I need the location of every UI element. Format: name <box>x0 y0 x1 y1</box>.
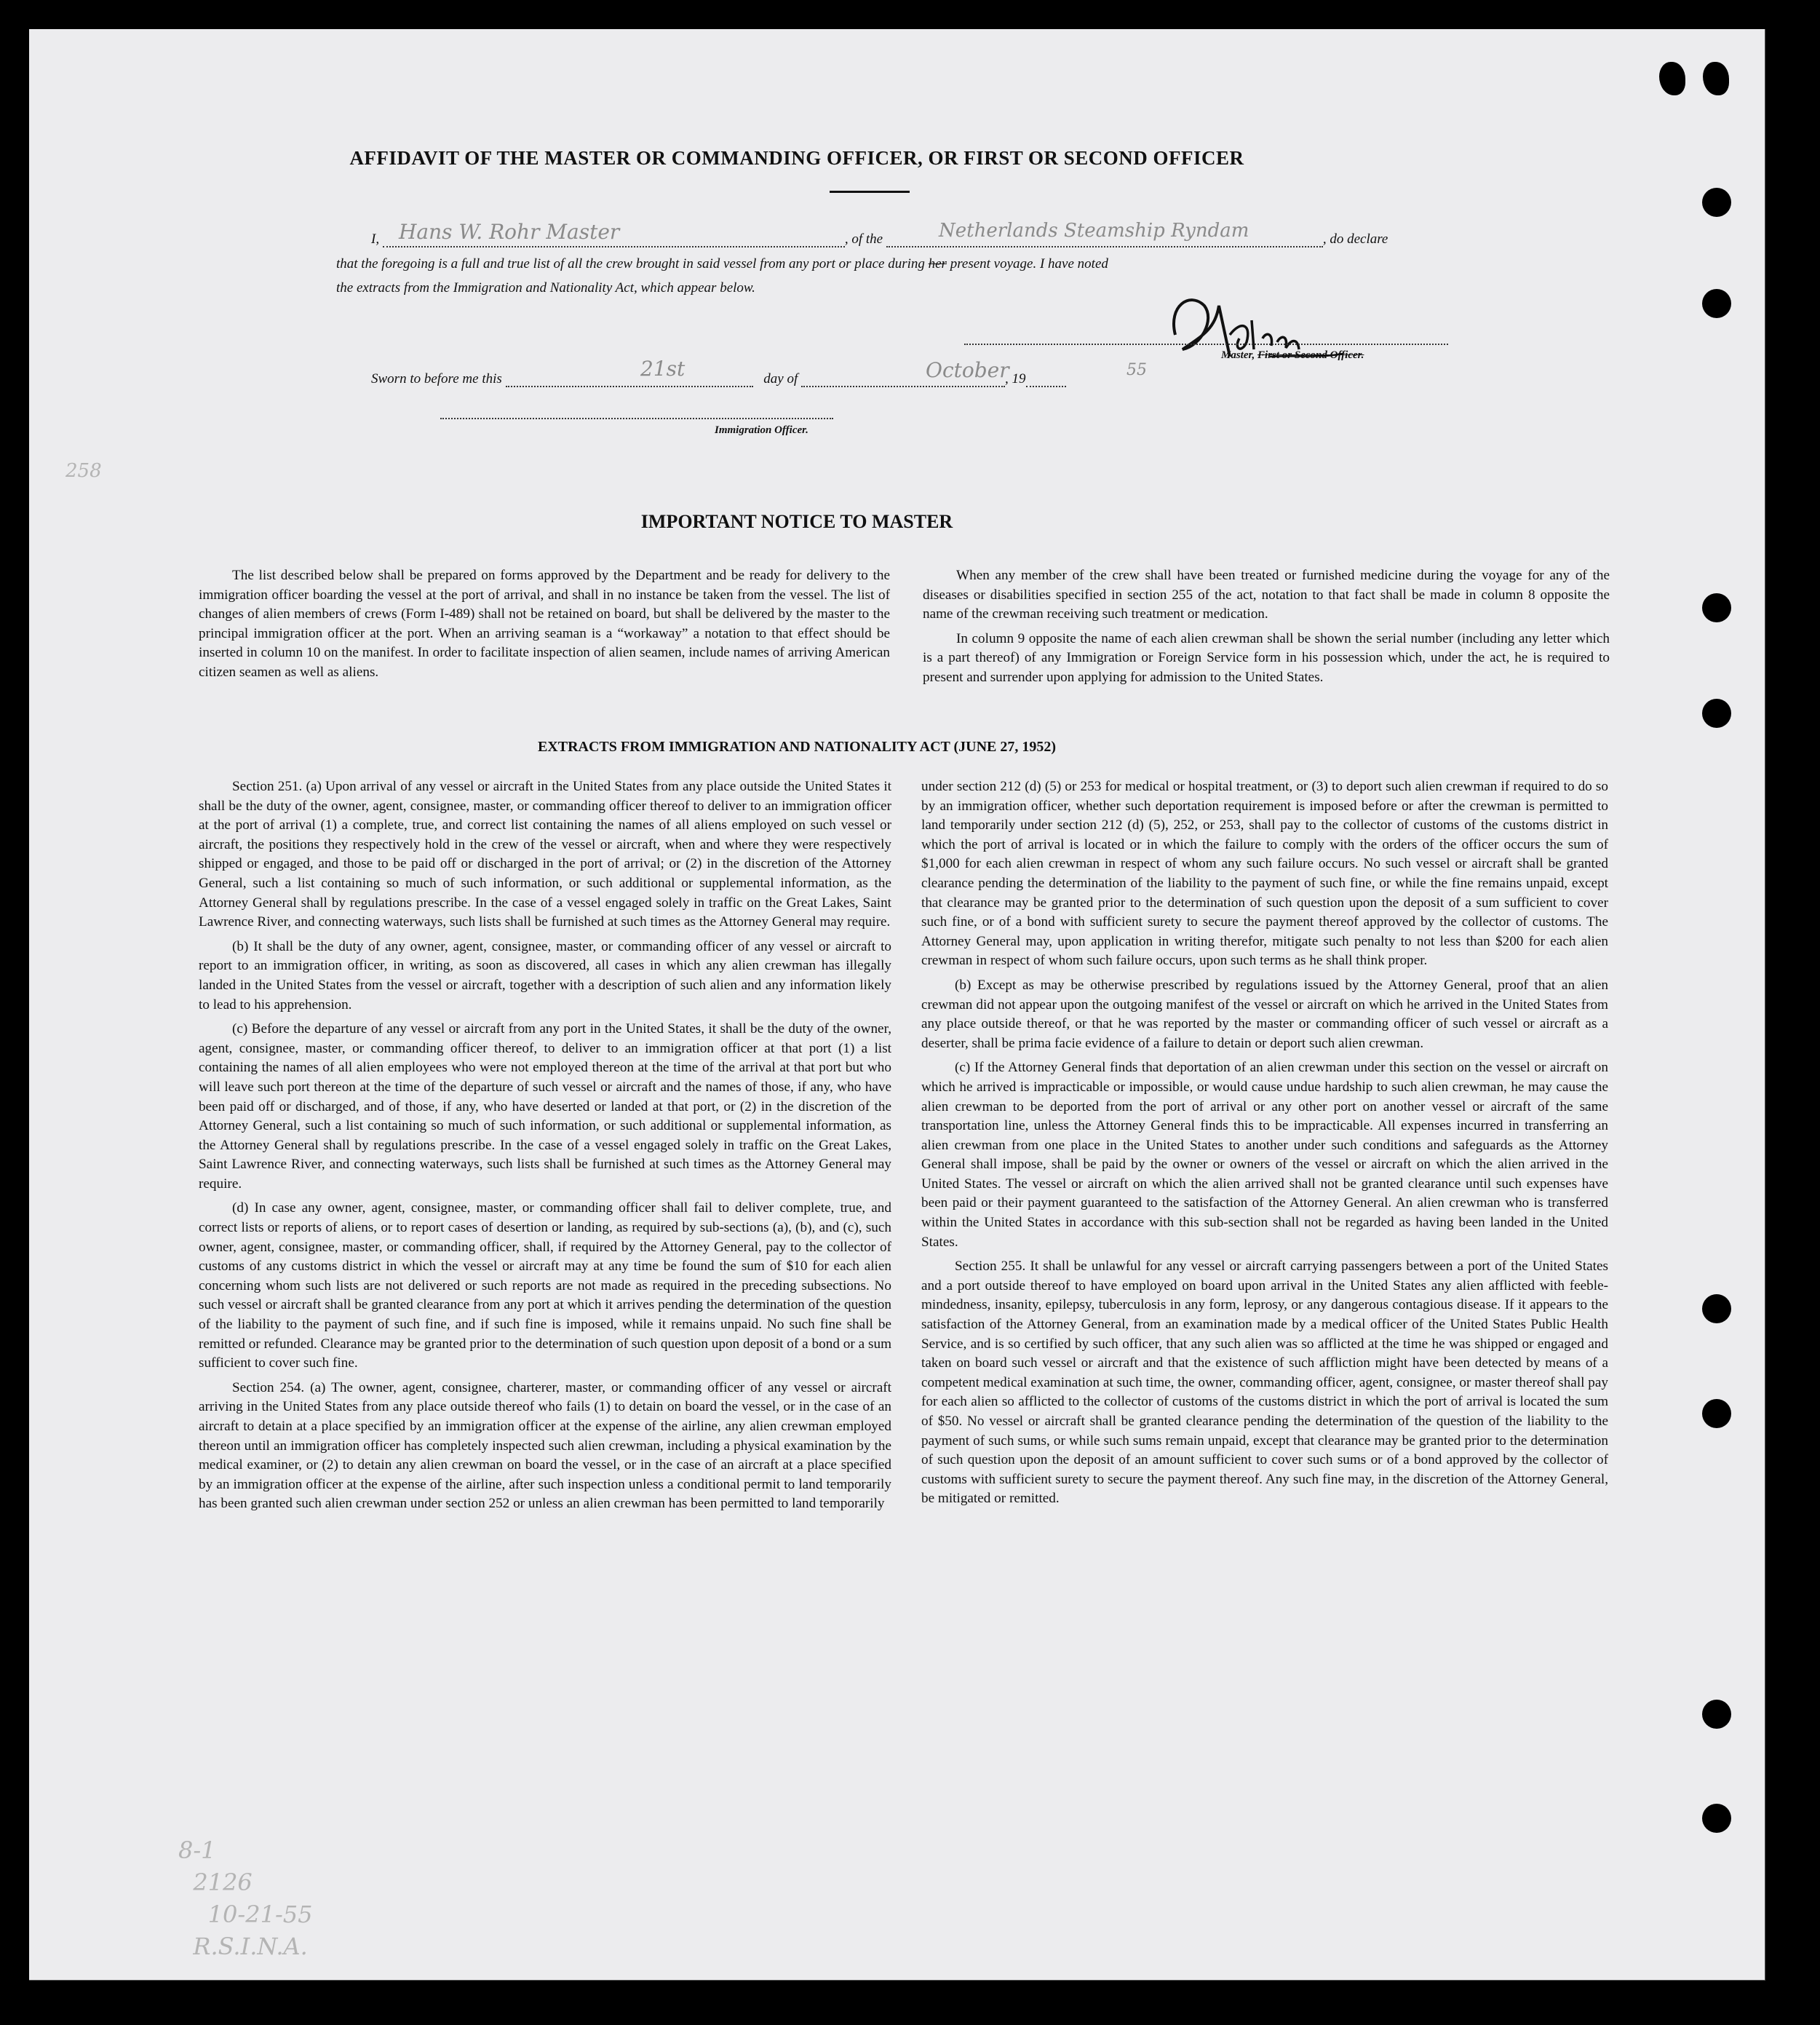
section-251-d: (d) In case any owner, agent, consignee, master, or commanding officer shall fail to deliver complete, true, and correct lists or reports of aliens, or to report cases of desertion or landing, as required by sub-sections (a), (b), and (c), such owner, agent, consignee, master, or commanding officer, shall, if required by the Attorney General, pay to the collector of customs of any customs district in which the vessel or aircraft may at any time be found the sum of $10 for each alien concerning whom such lists are not delivered or such reports are not made as required in the preceding subsections. No such vessel or aircraft shall be granted clearance from any port at which it arrives pending the determination of the question of the liability to the payment of such fine, and if such fine is imposed, while it remains unpaid. No such fine shall be remitted or refunded. Clearance may be granted prior to the determination of such question upon deposit of a bond or a sum sufficient to cover such fine. <box>199 1200 891 1371</box>
declaration-line-2 <box>336 256 1108 272</box>
master-signature-caption <box>1221 349 1364 362</box>
line2-struck-word: her <box>928 256 947 272</box>
section-251-b: (b) It shall be the duty of any owner, agent, consignee, master, or commanding officer of any vessel or aircraft to report to an immigration officer, in writing, as soon as discovered, all cases in which any alien crewman has illegally landed in the United States from the vessel or aircraft, together with a description of such alien and any information likely to lead to his apprehension. <box>199 938 891 1012</box>
year-label: , 19 <box>1005 371 1026 387</box>
day-blank <box>506 367 753 387</box>
notice-right-column <box>923 566 1610 693</box>
section-251-a: Section 251. (a) Upon arrival of any vessel or aircraft in the United States from any place outside the United States it shall be the duty of the owner, agent, consignee, master, or commanding officer thereof to deliver to an immigration officer at the port of arrival (1) a complete, true, and correct list containing the names of all aliens employed on such vessel or aircraft, the positions they respectively hold in the crew of the vessel or aircraft, when and where they were respectively shipped or engaged, and those to be paid off or discharged in the port of arrival; or (2) in the discretion of the Attorney General, such a list containing so much of such information, or such additional or supplemental information, as the Attorney General shall by regulations prescribe. In the case of a vessel engaged solely in traffic on the Great Lakes, Saint Lawrence River, and connecting waterways, such lists shall be furnished at such times as the Attorney General may require. <box>199 779 891 930</box>
section-254-a: Section 254. (a) The owner, agent, consignee, charterer, master, or commanding officer of any vessel or aircraft arriving in the United States from any place outside thereof who fails (1) to detain on board the vessel, or in the case of an aircraft to detain at a place specified by an immigration officer at the expense of the airline, any alien crewman employed thereon until an immigration officer has completely inspected such alien crewman, including a physical examination by the medical examiner, or (2) to detain any alien crewman on board the vessel, or in the case of an aircraft at a place specified by an immigration officer at the expense of the airline, after such inspection unless a conditional permit to land temporarily has been granted such alien crewman under section 252 or unless an alien crewman has been permitted to land temporarily <box>199 1379 891 1512</box>
punch-hole <box>1702 1294 1731 1323</box>
affidavit-title: AFFIDAVIT OF THE MASTER OR COMMANDING OFFICER, OR FIRST OR SECOND OFFICER <box>349 147 1244 169</box>
line2-text: that the foregoing is a full and true list of all the crew brought in said vessel from any port or place during <box>336 256 925 272</box>
section-255: Section 255. It shall be unlawful for any vessel or aircraft carrying passengers between a port of the United States and a port outside thereof to have employed on board upon arrival in the United States any alien afflicted with feeble-mindedness, insanity, epilepsy, tuberculosis in any form, leprosy, or any dangerous contagious disease. If it appears to the satisfaction of the Attorney General, from an examination made by a medical officer of the United States Public Health Service, and is so certified by such officer, that any such alien was so afflicted at the time he was shipped or engaged and taken on board such vessel or aircraft and that the existence of such affliction might have been detected by means of a competent medical examination at such time, the owner, commanding officer, agent, consignee, or master thereof shall pay for each alien so afflicted to the collector of customs of the customs district in which the port of arrival is located the sum of $50. No vessel or aircraft shall be granted clearance pending the determination of the question of the liability to the payment of such sums, or while such sums remain unpaid, except that clearance may be granted prior to the determination of such question upon the deposit of an amount sufficient to cover such sums or of a bond approved by the collector of customs with sufficient surety to secure the payment thereof. Any such fine may, in the discretion of the Attorney General, be mitigated or remitted. <box>921 1259 1608 1507</box>
do-declare-label: , do declare <box>1322 231 1388 247</box>
line2-text-end: present voyage. I have noted <box>950 256 1108 272</box>
punch-hole <box>1702 593 1731 622</box>
extracts-left-column <box>199 777 891 1519</box>
section-254-c: (c) If the Attorney General finds that deportation of an alien crewman under this section on the vessel or aircraft on which he arrived is impracticable or impossible, or would cause undue hardship to such alien crewman, he may cause the alien crewman to be deported from the port of arrival or any other port on another vessel or aircraft of the same transportation line, unless the Attorney General finds this to be impracticable. All expenses incurred in transferring an alien crewman from one place in the United States to another under such conditions and safeguards as the Attorney General shall impose, shall be paid by the owner or owners of the vessel or aircraft on which the alien arrived in the United States. The vessel or aircraft on which the alien arrived shall not be granted clearance until such expenses have been paid or their payment guaranteed to the satisfaction of the Attorney General. An alien crewman who is transferred within the United States in accordance with this sub-section shall not be regarded as having been landed in the United States. <box>921 1060 1608 1250</box>
section-251-c: (c) Before the departure of any vessel or aircraft from any port in the United States, it shall be the duty of the owner, agent, consignee, master, or commanding officer thereof, to deliver to an immigration officer at that port (1) a list containing the names of all alien employees who were not employed thereon at the time of the arrival at that port but who will leave such port thereon at the time of the departure of such vessel or aircraft and the names of those, if any, who have been paid off or discharged, and of those, if any, who have deserted or landed at that port, or (2) in the discretion of the Attorney General, such a list containing so much of such information, or such additional or supplemental information, as the Attorney General shall by regulations prescribe. In the case of a vessel engaged solely in traffic on the Great Lakes, Saint Lawrence River, and connecting waterways, such lists shall be furnished at such times as the Attorney General may require. <box>199 1021 891 1192</box>
margin-note-top: 258 <box>65 460 102 482</box>
punch-hole <box>1702 1700 1731 1729</box>
day-handwriting: 21st <box>640 357 686 381</box>
corner-mark-left <box>1659 62 1685 95</box>
caption-master: Master, <box>1221 349 1255 361</box>
document-page <box>29 29 1765 1981</box>
punch-hole <box>1702 289 1731 318</box>
notice-right-paragraph-1: When any member of the crew shall have been treated or furnished medicine during the voyage for any of the diseases or disabilities specified in section 255 of the act, notation to that fact shall be made in column 8 opposite the name of the crewman receiving such treatment or medication. <box>923 568 1610 622</box>
section-254-b: (b) Except as may be otherwise prescribed by regulations issued by the Attorney General, proof that an alien crewman did not appear upon the outgoing manifest of the vessel or aircraft on which he arrived in the United States from any place outside thereof, or that he was reported by the master or commanding officer of such vessel or aircraft as a deserter, shall be prima facie evidence of a failure to detain or deport such alien crewman. <box>921 977 1608 1051</box>
year-blank <box>1026 367 1066 387</box>
notice-left-column <box>199 566 890 688</box>
declaration-line-3: the extracts from the Immigration and Nationality Act, which appear below. <box>336 280 755 296</box>
notice-left-paragraph: The list described below shall be prepared on forms approved by the Department and be ready for delivery to the immigration officer boarding the vessel at the port of arrival, and shall in no instance be taken from the vessel. The list of changes of alien members of crews (Form I-489) shall not be retained on board, but shall be delivered by the master to the principal immigration officer at the port. When an arriving seaman is a “workaway” a notation to that effect should be inserted in column 10 on the manifest. In order to facilitate inspection of alien seamen, include names of arriving American citizen seamen as well as aliens. <box>199 568 890 680</box>
vessel-name-handwriting: Netherlands Steamship Ryndam <box>939 220 1249 242</box>
punch-hole <box>1702 188 1731 217</box>
margin-note-bottom: 8-1 2126 10-21-55 R.S.I.N.A. <box>178 1836 313 1960</box>
punch-hole <box>1702 699 1731 728</box>
caption-struck: First or Second Officer. <box>1257 349 1364 361</box>
month-handwriting: October <box>926 358 1009 382</box>
punch-hole <box>1702 1804 1731 1833</box>
master-signature-line <box>964 344 1448 345</box>
officer-caption: Immigration Officer. <box>715 424 808 436</box>
notice-right-paragraph-2: In column 9 opposite the name of each alien crewman shall be shown the serial number (including any letter which is a part thereof) of any Immigration or Foreign Service form in his possession which, under the act, he is required to present and surrender upon applying for admission to the United States. <box>923 630 1610 685</box>
extracts-right-column <box>921 777 1608 1514</box>
day-of-label: day of <box>763 371 798 387</box>
i-label: I, <box>371 231 380 247</box>
punch-hole <box>1702 1399 1731 1428</box>
master-signature <box>1161 277 1372 386</box>
year-handwriting: 55 <box>1126 361 1147 379</box>
section-254-a-continued: under section 212 (d) (5) or 253 for medical or hospital treatment, or (3) to deport such alien crewman if required to do so by an immigration officer, whether such deportation requirement is imposed before or after the crewman is permitted to land temporarily under section 212 (d) (5), 252, or 253, shall pay to the collector of customs of the customs district in which the port of arrival is located or in which the failure to comply with the orders of the officer occurs the sum of $1,000 for each alien crewman in respect of whom any such failure occurs. No such vessel or aircraft shall be granted clearance pending the determination of the liability to the payment of such fine, or while the fine remains unpaid, except that clearance may be granted prior to the determination of such question upon the deposit of a sum sufficient to cover such fine, or of a bond with sufficient surety to secure the payment thereof approved by the collector of customs. The Attorney General may, upon application in writing therefor, mitigate such penalty to not less than $200 for each alien crewman in respect of whom such failure occurs, upon such terms as he shall think proper. <box>921 779 1608 969</box>
sworn-label: Sworn to before me this <box>371 371 502 387</box>
extracts-title: EXTRACTS FROM IMMIGRATION AND NATIONALITY ACT (JUNE 27, 1952) <box>537 739 1057 755</box>
officer-signature-line <box>440 418 833 419</box>
master-name-handwriting: Hans W. Rohr Master <box>399 220 620 244</box>
title-rule <box>830 191 910 193</box>
notice-title: IMPORTANT NOTICE TO MASTER <box>640 511 953 532</box>
corner-mark-right <box>1703 62 1729 95</box>
of-the-label: , of the <box>844 231 883 247</box>
